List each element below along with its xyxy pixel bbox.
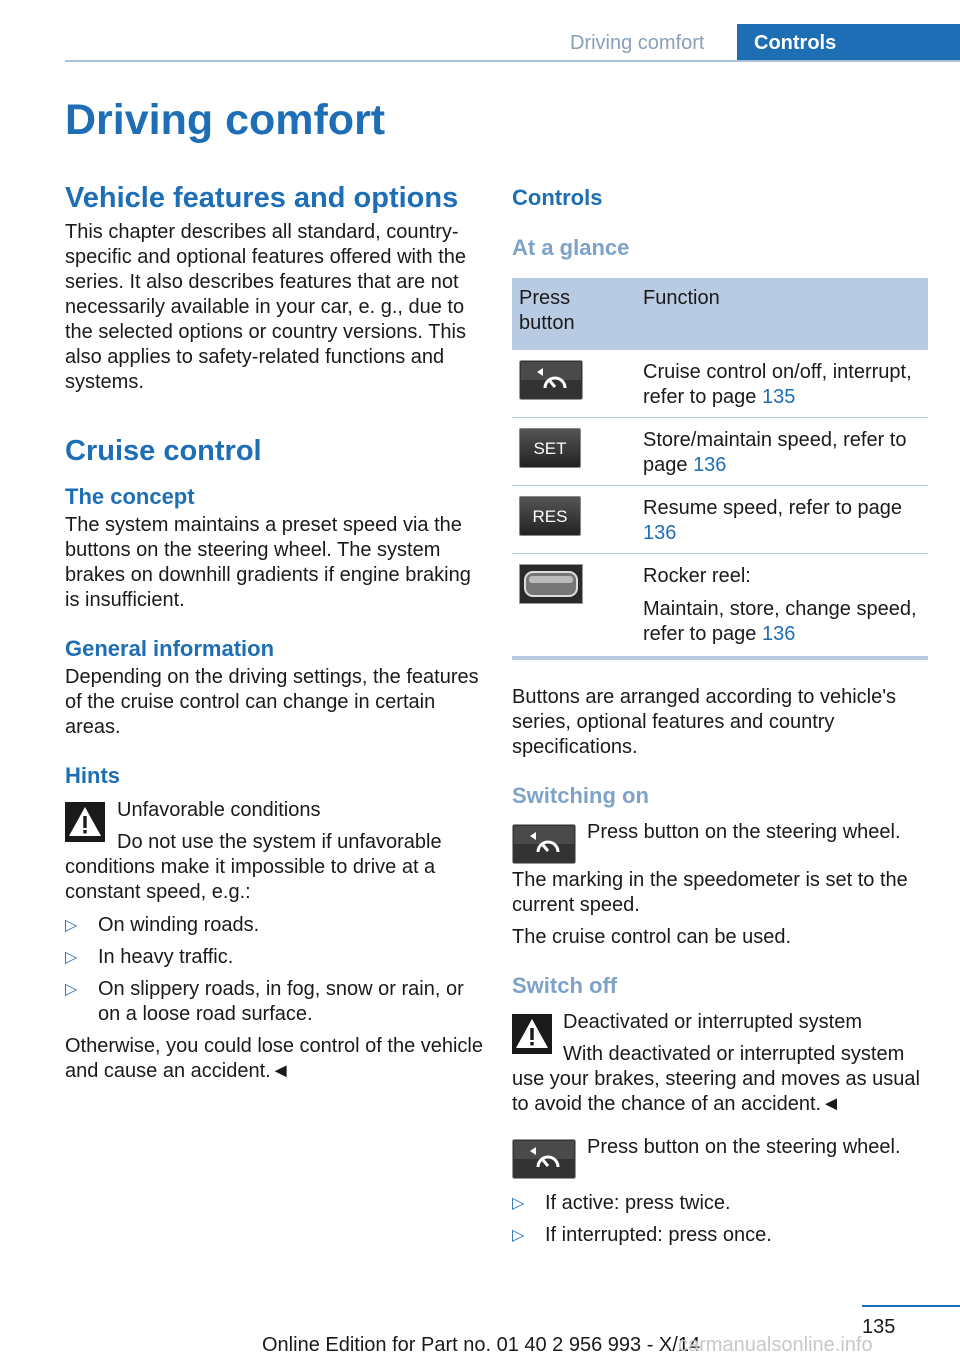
edition-text: Online Edition for Part no. 01 40 2 956 993 - X/14 (262, 1334, 701, 1356)
page-number: 135 (862, 1316, 896, 1338)
page-link[interactable]: 135 (761, 386, 796, 408)
header-rule (65, 60, 960, 62)
controls-heading: Controls (512, 185, 603, 210)
general-info-heading: General information (65, 636, 275, 661)
triangle-bullet-icon: ▷ (65, 949, 78, 966)
table-row (512, 350, 928, 418)
concept-heading: The concept (65, 484, 195, 509)
list-item: ▷ If active: press twice. (512, 1192, 731, 1214)
at-a-glance-heading: At a glance (512, 235, 630, 260)
page-title: Driving comfort (65, 96, 386, 144)
vehicle-features-heading: Vehicle features and options (65, 182, 459, 214)
left-column (65, 180, 483, 1084)
table-row (512, 418, 928, 486)
list-item: ▷ On winding roads. (65, 914, 260, 936)
cruise-control-button-icon (519, 360, 583, 400)
hints-end-text: Otherwise, you could lose control of the vehicle and cause an accident.◄ (65, 1035, 483, 1082)
hints-list (65, 913, 483, 1027)
cruise-control-button-icon (512, 824, 576, 864)
set-button-icon: SET (519, 428, 581, 468)
switch-off-warning (512, 1010, 928, 1117)
table-row (512, 554, 928, 659)
triangle-bullet-icon: ▷ (65, 917, 78, 934)
hints-warning-text: Do not use the system if unfavorable conditions make it impossible to drive at a constant speed, e.g.: (65, 831, 442, 903)
table-cell-function: Cruise control on/off, interrupt, refer to page 135 (636, 350, 928, 418)
table-row (512, 486, 928, 554)
triangle-bullet-icon: ▷ (512, 1195, 525, 1212)
page-link[interactable]: 136 (643, 522, 677, 544)
footer-rule (862, 1305, 960, 1307)
rocker-reel-label: Rocker reel: (643, 565, 751, 587)
switch-off-press-text: Press button on the steering wheel. (587, 1136, 901, 1158)
header-section: Driving comfort (570, 32, 705, 54)
res-button-icon: RES (519, 496, 581, 536)
table-header-function: Function (636, 278, 928, 350)
switch-on-text: Press button on the steering wheel. (587, 821, 901, 843)
switching-on-heading: Switching on (512, 783, 649, 808)
hints-warning (65, 798, 483, 905)
cruise-control-button-icon (512, 1139, 576, 1179)
can-be-used-text: The cruise control can be used. (512, 926, 792, 948)
concept-text: The system maintains a preset speed via the buttons on the steering wheel. The system brakes on downhill gradients if engine braking is insufficient. (65, 514, 471, 611)
page-link[interactable]: 136 (761, 623, 796, 645)
table-cell-function: Rocker reel: Maintain, store, change speed, refer to page 136 (636, 554, 928, 659)
general-info-text: Depending on the driving settings, the features of the cruise control can change in certain areas. (65, 666, 479, 738)
warning-icon (65, 802, 105, 842)
table-header-button: Press button (512, 278, 636, 350)
switch-off-list (512, 1191, 928, 1248)
rocker-reel-icon (519, 564, 583, 604)
switch-off-warning-text: With deactivated or interrupted system use your brakes, steering and moves as usual to avoid the chance of an accident.◄ (512, 1043, 920, 1115)
list-item: ▷ If interrupted: press once. (512, 1224, 772, 1246)
page-link[interactable]: 136 (693, 454, 727, 476)
switch-off-press-row (512, 1135, 928, 1179)
controls-table (512, 278, 928, 660)
cruise-control-heading: Cruise control (65, 435, 262, 467)
table-cell-function: Store/maintain speed, refer to page 136 (636, 418, 928, 486)
arranged-text: Buttons are arranged according to vehicle's series, optional features and country specifications. (512, 686, 897, 758)
switch-off-heading: Switch off (512, 973, 618, 998)
right-column (512, 180, 928, 1255)
switch-on-row (512, 820, 928, 864)
list-item: ▷ On slippery roads, in fog, snow or rain, or on a loose road surface. (65, 978, 464, 1025)
triangle-bullet-icon: ▷ (512, 1227, 525, 1244)
triangle-bullet-icon: ▷ (65, 981, 78, 998)
list-item: ▷ In heavy traffic. (65, 946, 234, 968)
marking-text: The marking in the speedometer is set to the current speed. (512, 869, 908, 916)
hints-heading: Hints (65, 763, 120, 788)
table-cell-function: Resume speed, refer to page 136 (636, 486, 928, 554)
vehicle-features-text: This chapter describes all standard, country-specific and optional features offered with the series. It also describes features that are not necessarily available in your car, e. g., due to the selected options or country versions. This also applies to safety-related functions and systems. (65, 221, 466, 393)
watermark: carmanualsonline.info (678, 1334, 873, 1356)
hints-warning-title: Unfavorable conditions (117, 799, 321, 821)
table-header-row (512, 278, 928, 350)
header-tab: Controls (737, 24, 960, 62)
warning-icon (512, 1014, 552, 1054)
switch-off-warning-title: Deactivated or interrupted system (563, 1011, 863, 1033)
